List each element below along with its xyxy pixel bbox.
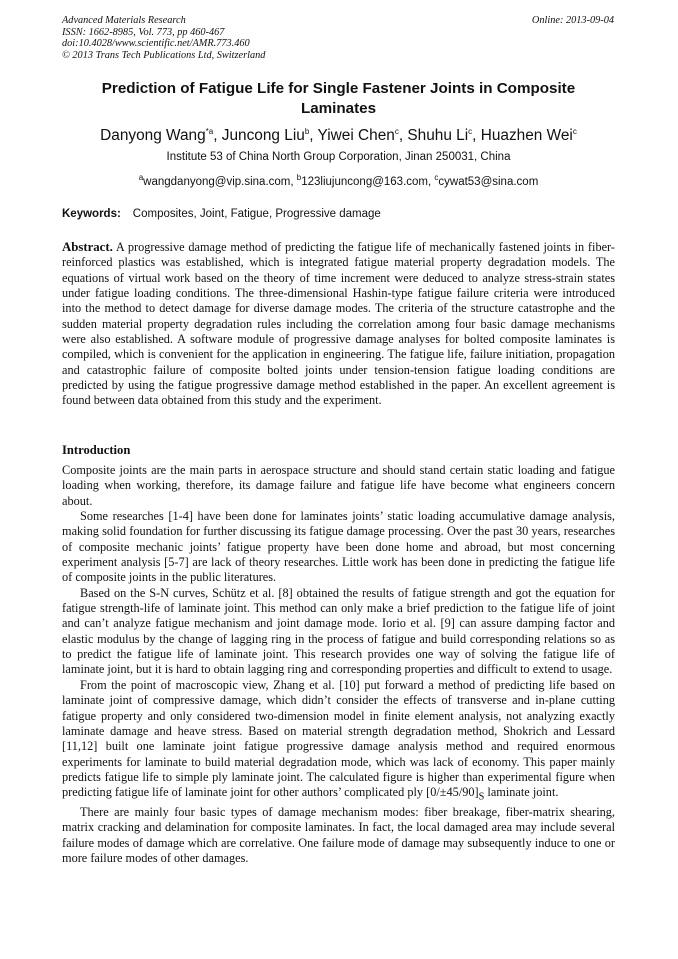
abstract-text: A progressive damage method of predicting the fatigue life of mechanically fastened joints in fiber-reinforced plastics was established, which is integrated fatigue material property degradation models. The equations of virtual work based on the theory of time increment were deduced to analyze stress-strain states under fatigue loading conditions. The three-dimensional Hashin-type fatigue failure criteria were introduced into the method to detect damage for diverse damage modes. The criteria of the structure catastrophe and the sudden material property degradation rules including the correlation among four basic damage mechanisms were also established. A software module of progressive damage analyses for bolted composite laminates is compiled, which is convenient for the application in engineering. The fatigue life, failure initiation, propagation and catastrophic failure of composite bolted joints under tension-tension fatigue loading conditions are predicted by using the fatigue progressive damage method established in the paper. An excellent agreement is found between data obtained from this study and the experiment. (62, 240, 615, 408)
email-sup: a (138, 173, 144, 182)
paper-title (62, 79, 615, 119)
ply-subscript: S (478, 791, 485, 803)
author-sup: c (468, 127, 473, 136)
title-line-2: Laminates (300, 100, 377, 117)
intro-paragraph-3: Based on the S-N curves, Schütz et al. [8] obtained the results of fatigue strength and got the equation for fatigue strength-life of laminate joint. This method can only make a brief prediction to the fatigue life of joint and can’t analyze fatigue mechanism and joint damage mode. Iorio et al. [9] can assure damping factor and elastic modulus by the change of lagging ring in the process of fatigue and build corresponding relations so as to predict the fatigue life of laminate joint. This research provides one way of solving the fatigue life of laminate joint, but it is hard to obtain lagging ring and corresponding properties and difficult to extend to usage. (62, 585, 615, 677)
author-list: Danyong Wang$^{*a}$, Juncong Liu$^b$, Yiwei Chen$^c$, Shuhu Li$^c$, Huazhen Wei$^c$ (100, 127, 577, 145)
intro-paragraph-4 (62, 678, 615, 805)
copyright-line: © 2013 Trans Tech Publications Ltd, Switzerland (62, 49, 266, 61)
intro-paragraph-1: Composite joints are the main parts in aerospace structure and should stand certain static loading and fatigue loading when working, therefore, its damage failure and fatigue life have become what engineers concern about. (62, 463, 615, 508)
intro-paragraph-2: Some researches [1-4] have been done for laminates joints’ static loading accumulative damage analysis, making solid foundation for further discussing its fatigue damage processing. Over the past 30 years, researches of composite mechanic joints’ fatigue property have been done home and abroad, but most concerning experiment analysis [5-7] are lack of theory researches. Little work has been done in predicting the fatigue life of composite joints in the public literatures. (62, 509, 615, 585)
online-date: Online: 2013-09-04 (531, 15, 614, 26)
affiliation: Institute 53 of China North Group Corporation, Jinan 250031, China (166, 151, 511, 163)
email-address[interactable]: wangdanyong@vip.sina.com (143, 175, 291, 188)
email-address[interactable]: 123liujuncong@163.com (301, 175, 428, 188)
abstract-label: Abstract. (62, 240, 113, 254)
email-address[interactable]: cywat53@sina.com (438, 175, 539, 188)
doi-line: doi:10.4028/www.scientific.net/AMR.773.460 (62, 38, 250, 49)
author-name: Huazhen Wei (480, 127, 573, 145)
author-sup: c (394, 127, 399, 136)
introduction-body (62, 463, 615, 866)
issn-line: ISSN: 1662-8985, Vol. 773, pp 460-467 (62, 26, 225, 38)
intro-paragraph-4-tail: laminate joint. (484, 785, 559, 800)
author-name: Yiwei Chen (317, 127, 395, 145)
email-sup: c (434, 173, 439, 182)
intro-paragraph-4-text: From the point of macroscopic view, Zhang et al. [10] put forward a method of predicting life based on laminate joint of compressive damage, which didn’t consider the effects of transverse and in-plane cutting fatigue property and only considered two-dimension model in finite element analysis, not analyzing exactly laminate damage and heave stress. Based on material strength degradation method, Shokrich and Lessard [11,12] built one laminate joint fatigue progressive damage analysis method and required enormous experiments for laminate to build material degradation mode, which was lack of economy. This paper mainly predicts fatigue life to simple ply laminate joint. The calculated figure is higher than experimental figure when predicting fatigue life of laminate joint for other authors’ complicated ply [0/±45/90] (62, 677, 615, 800)
journal-name: Advanced Materials Research (62, 15, 186, 26)
abstract (62, 240, 615, 409)
author-sup: *a (205, 127, 214, 136)
intro-paragraph-5: There are mainly four basic types of damage mechanism modes: fiber breakage, fiber-matrix shearing, matrix cracking and delamination for composite laminates. In fact, the local damaged area may include several failure modes of damage which are correlative. One failure mode of damage may subsequently induce to one or more failure modes of other damages. (62, 805, 615, 866)
author-sup: c (572, 127, 577, 136)
keywords (62, 207, 615, 221)
title-line-1: Prediction of Fatigue Life for Single Fastener Joints in Composite (101, 80, 576, 97)
section-heading-introduction: Introduction (62, 443, 131, 457)
journal-header (62, 15, 265, 61)
author-name: Shuhu Li (407, 127, 469, 145)
author-name: Juncong Liu (221, 127, 305, 145)
email-list: $^a$wangdanyong@vip.sina.com, $^b$123liujuncong@163.com, $^c$cywat53@sina.com (138, 173, 539, 188)
author-sup: b (304, 127, 310, 136)
keywords-label: Keywords: (62, 208, 121, 220)
author-name: Danyong Wang (100, 127, 206, 145)
keywords-text: Composites, Joint, Fatigue, Progressive damage (132, 208, 381, 220)
email-sup: b (296, 173, 302, 182)
